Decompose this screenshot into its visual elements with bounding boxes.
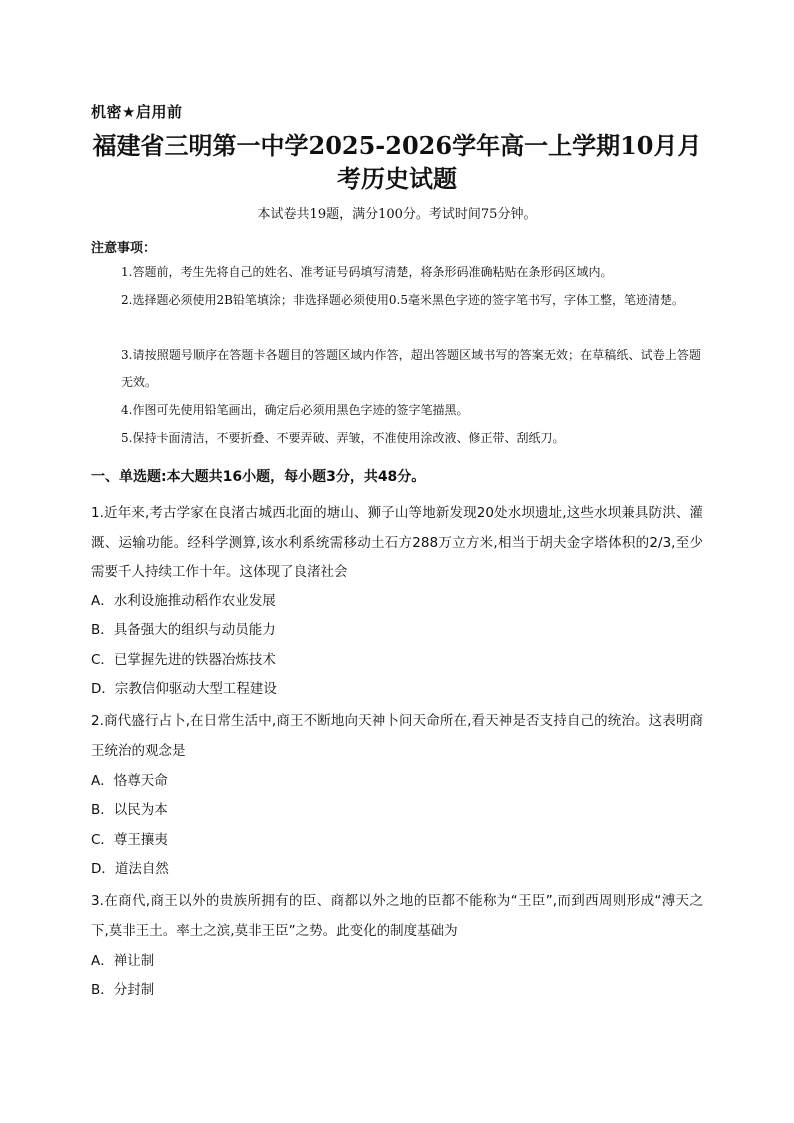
notice-item: 5.保持卡面清洁，不要折叠、不要弄破、弄皱，不准使用涂改液、修正带、刮纸刀。 bbox=[121, 431, 565, 445]
question-3-option-a: A．禅让制 bbox=[91, 953, 155, 969]
exam-title-line1: 福建省三明第一中学2025-2026学年高一上学期10月月 bbox=[92, 131, 702, 160]
exam-info: 本试卷共19题，满分100分。考试时间75分钟。 bbox=[257, 207, 537, 222]
confidential-label: 机密★启用前 bbox=[91, 103, 183, 121]
question-2-option-d: D．道法自然 bbox=[91, 861, 169, 877]
question-3-stem: 3.在商代,商王以外的贵族所拥有的臣、商都以外之地的臣都不能称为“王臣”,而到西周则形成“溥天之下,莫非王土。率土之滨,莫非王臣”之势。此变化的制度基础为 bbox=[91, 893, 703, 939]
question-3-option-b: B．分封制 bbox=[91, 982, 155, 998]
question-1-option-c: C．已掌握先进的铁器冶炼技术 bbox=[91, 652, 276, 668]
question-1-option-a: A．水利设施推动稻作农业发展 bbox=[91, 593, 276, 609]
section-heading: 一、单选题:本大题共16小题，每小题3分，共48分。 bbox=[91, 469, 426, 485]
exam-title-line2: 考历史试题 bbox=[337, 164, 457, 193]
question-1-option-d: D．宗教信仰驱动大型工程建设 bbox=[91, 681, 277, 697]
notice-item: 2.选择题必须使用2B铅笔填涂；非选择题必须使用0.5毫米黑色字迹的签字笔书写，字体工整，笔迹清楚。 bbox=[121, 293, 684, 307]
notice-item: 3.请按照题号顺序在答题卡各题目的答题区域内作答，超出答题区域书写的答案无效；在草稿纸、试卷上答题无效。 bbox=[121, 348, 701, 389]
notice-item: 4.作图可先使用铅笔画出，确定后必须用黑色字迹的签字笔描黑。 bbox=[121, 403, 469, 417]
question-2-option-c: C．尊王攘夷 bbox=[91, 832, 168, 848]
notice-heading: 注意事项： bbox=[91, 241, 157, 256]
question-1-option-b: B．具备强大的组织与动员能力 bbox=[91, 622, 276, 638]
question-1-stem: 1.近年来,考古学家在良渚古城西北面的塘山、狮子山等地新发现20处水坝遗址,这些水坝兼具防洪、灌溉、运输功能。经科学测算,该水利系统需移动土石方288万立方米,相当于胡夫金字塔体积的2/3,至少需要千人持续工作十年。这体现了良渚社会 bbox=[91, 505, 703, 580]
question-2-stem: 2.商代盛行占卜,在日常生活中,商王不断地向天神卜问天命所在,看天神是否支持自己的统治。这表明商王统治的观念是 bbox=[91, 713, 703, 759]
notice-item: 1.答题前，考生先将自己的姓名、准考证号码填写清楚，将条形码准确粘贴在条形码区域内。 bbox=[121, 265, 613, 279]
question-2-option-b: B．以民为本 bbox=[91, 802, 168, 818]
question-2-option-a: A．恪尊天命 bbox=[91, 773, 168, 789]
